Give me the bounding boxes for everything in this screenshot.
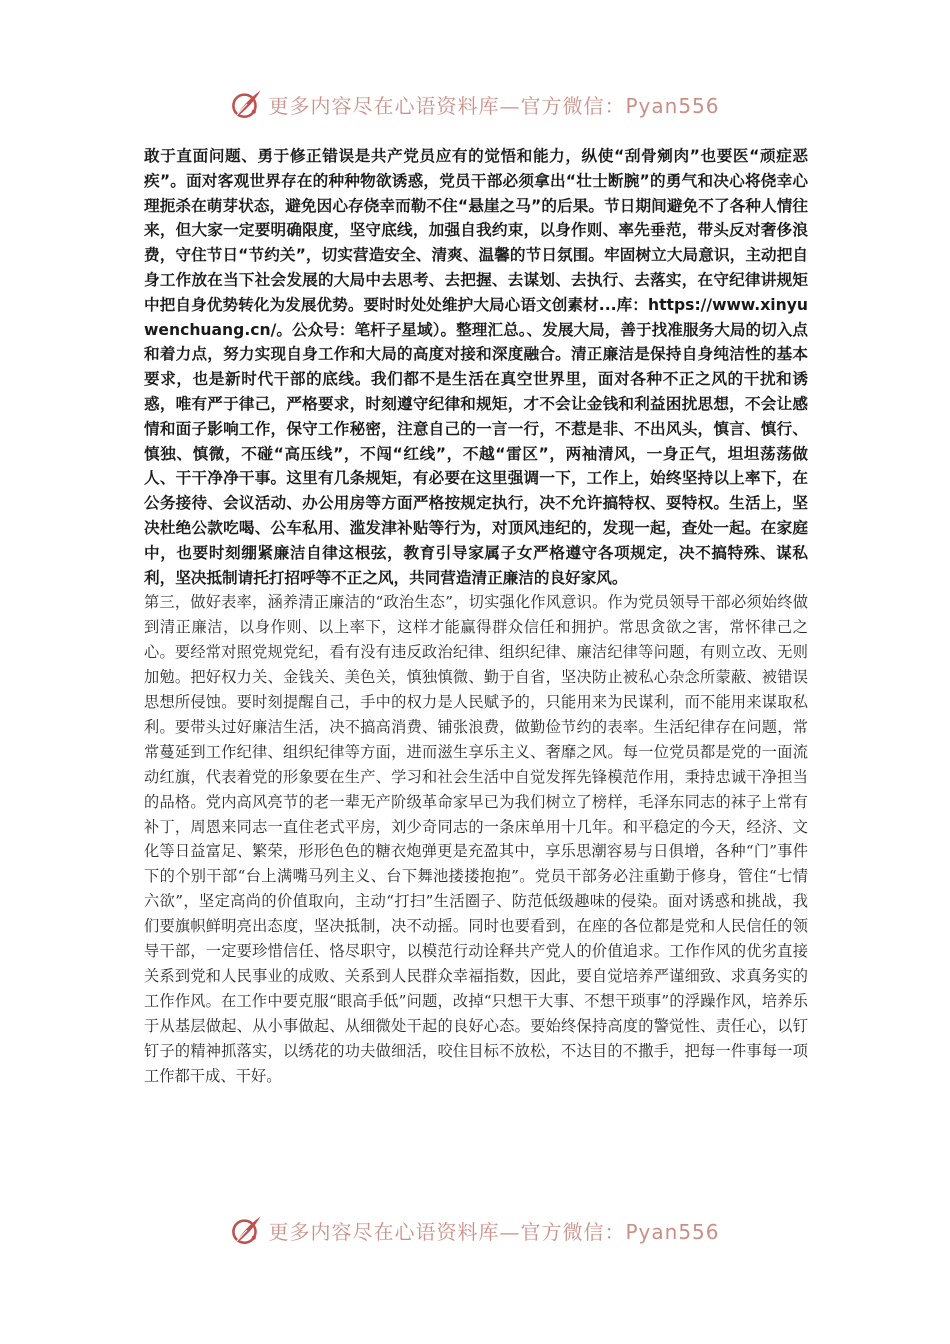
wechat-id: Pyan556: [625, 93, 720, 118]
quill-pen-logo-icon: [230, 87, 264, 121]
paragraph-1: 敢于直面问题、勇于修正错误是共产党员应有的觉悟和能力，纵使“刮骨剜肉”也要医“顽症恶疾”。面对客观世界存在的种种物欲诱惑，党员干部必须拿出“壮士断腕”的勇气和决心将侥幸心理扼杀在萌芽状态，避免因心存侥幸而勒不住“悬崖之马”的后果。节日期间避免不了各种人情往来，但大家一定要明确限度，坚守底线，加强自我约束，以身作则、率先垂范，带头反对奢侈浪费，守住节日“节约关”，切实营造安全、清爽、温馨的节日氛围。牢固树立大局意识，主动把自身工作放在当下社会发展的大局中去思考、去把握、去谋划、去执行、去落实，在守纪律讲规矩中把自身优势转化为发展优势。要时时处处维护大局心语文创素材...库：https://www.xinyuwenchuang.cn/。公众号：笔杆子星域）。整理汇总。、发展大局，善于找准服务大局的切入点和着力点，努力实现自身工作和大局的高度对接和深度融合。清正廉洁是保持自身纯洁性的基本要求，也是新时代干部的底线。我们都不是生活在真空世界里，面对各种不正之风的干扰和诱惑，唯有严于律己，严格要求，时刻遵守纪律和规矩，才不会让金钱和利益困扰思想，不会让感情和面子影响工作，保守工作秘密，注意自己的一言一行，不惹是非、不出风头，慎言、慎行、慎独、慎微，不碰“高压线”，不闯“红线”，不越“雷区”，两袖清风，一身正气，坦坦荡荡做人、干干净净干事。这里有几条规矩，有必要在这里强调一下，工作上，始终坚持以上率下，在公务接待、会议活动、办公用房等方面严格按规定执行，决不允许搞特权、耍特权。生活上，坚决杜绝公款吃喝、公车私用、滥发津补贴等行为，对顶风违纪的，发现一起，查处一起。在家庭中，也要时刻绷紧廉洁自律这根弦，教育引导家属子女严格遵守各项规定，决不搞特殊、谋私利，坚决抵制请托打招呼等不正之风，共同营造清正廉洁的良好家风。: [144, 147, 808, 587]
document-body: [144, 144, 808, 1088]
paragraph-2: 第三，做好表率，涵养清正廉洁的“政治生态”，切实强化作风意识。作为党员领导干部必须始终做到清正廉洁，以身作则、以上率下，这样才能赢得群众信任和拥护。常思贪欲之害，常怀律己之心。要经常对照党规党纪，看有没有违反政治纪律、组织纪律、廉洁纪律等问题，有则立改、无则加勉。把好权力关、金钱关、美色关，慎独慎微、勤于自省，坚决防止被私心杂念所蒙蔽、被错误思想所侵蚀。要时刻提醒自己，手中的权力是人民赋予的，只能用来为民谋利，而不能用来谋取私利。要带头过好廉洁生活，决不搞高消费、铺张浪费，做勤俭节约的表率。生活纪律存在问题，常常蔓延到工作纪律、组织纪律等方面，进而滋生享乐主义、奢靡之风。每一位党员都是党的一面流动红旗，代表着党的形象要在生产、学习和社会生活中自觉发挥先锋模范作用，秉持忠诚干净担当的品格。党内高风亮节的老一辈无产阶级革命家早已为我们树立了榜样，毛泽东同志的袜子上常有补丁，周恩来同志一直住老式平房，刘少奇同志的一条床单用十几年。和平稳定的今天，经济、文化等日益富足、繁荣，形形色色的糖衣炮弹更是充盈其中，享乐思潮容易与日俱增，各种“门”事件下的个别干部“台上满嘴马列主义、台下舞池搂搂抱抱”。党员干部务必注重勤于修身，管住“七情六欲”，坚定高尚的价值取向，主动“打扫”生活圈子、防范低级趣味的侵染。面对诱惑和挑战，我们要旗帜鲜明亮出态度，坚决抵制，决不动摇。同时也要看到，在座的各位都是党和人民信任的领导干部，一定要珍惜信任、恪尽职守，以模范行动诠释共产党人的价值追求。工作作风的优劣直接关系到党和人民事业的成败、关系到人民群众幸福指数，因此，要自觉培养严谨细致、求真务实的工作作风。在工作中要克服“眼高手低”问题，改掉“只想干大事、不想干琐事”的浮躁作风，培养乐于从基层做起、从小事做起、从细微处干起的良好心态。要始终保持高度的警觉性、责任心，以钉钉子的精神抓落实，以绣花的功夫做细活，咬住目标不放松，不达目的不撒手，把每一件事每一项工作都干成、干好。: [144, 593, 808, 1085]
footer-banner: [0, 1210, 950, 1250]
banner-text: 更多内容尽在心语资料库—官方微信：Pyan556: [268, 1219, 720, 1244]
quill-pen-logo-icon: [230, 1213, 264, 1247]
banner-text: 更多内容尽在心语资料库—官方微信：Pyan556: [268, 93, 720, 118]
header-banner: [0, 84, 950, 124]
wechat-id: Pyan556: [625, 1219, 720, 1244]
